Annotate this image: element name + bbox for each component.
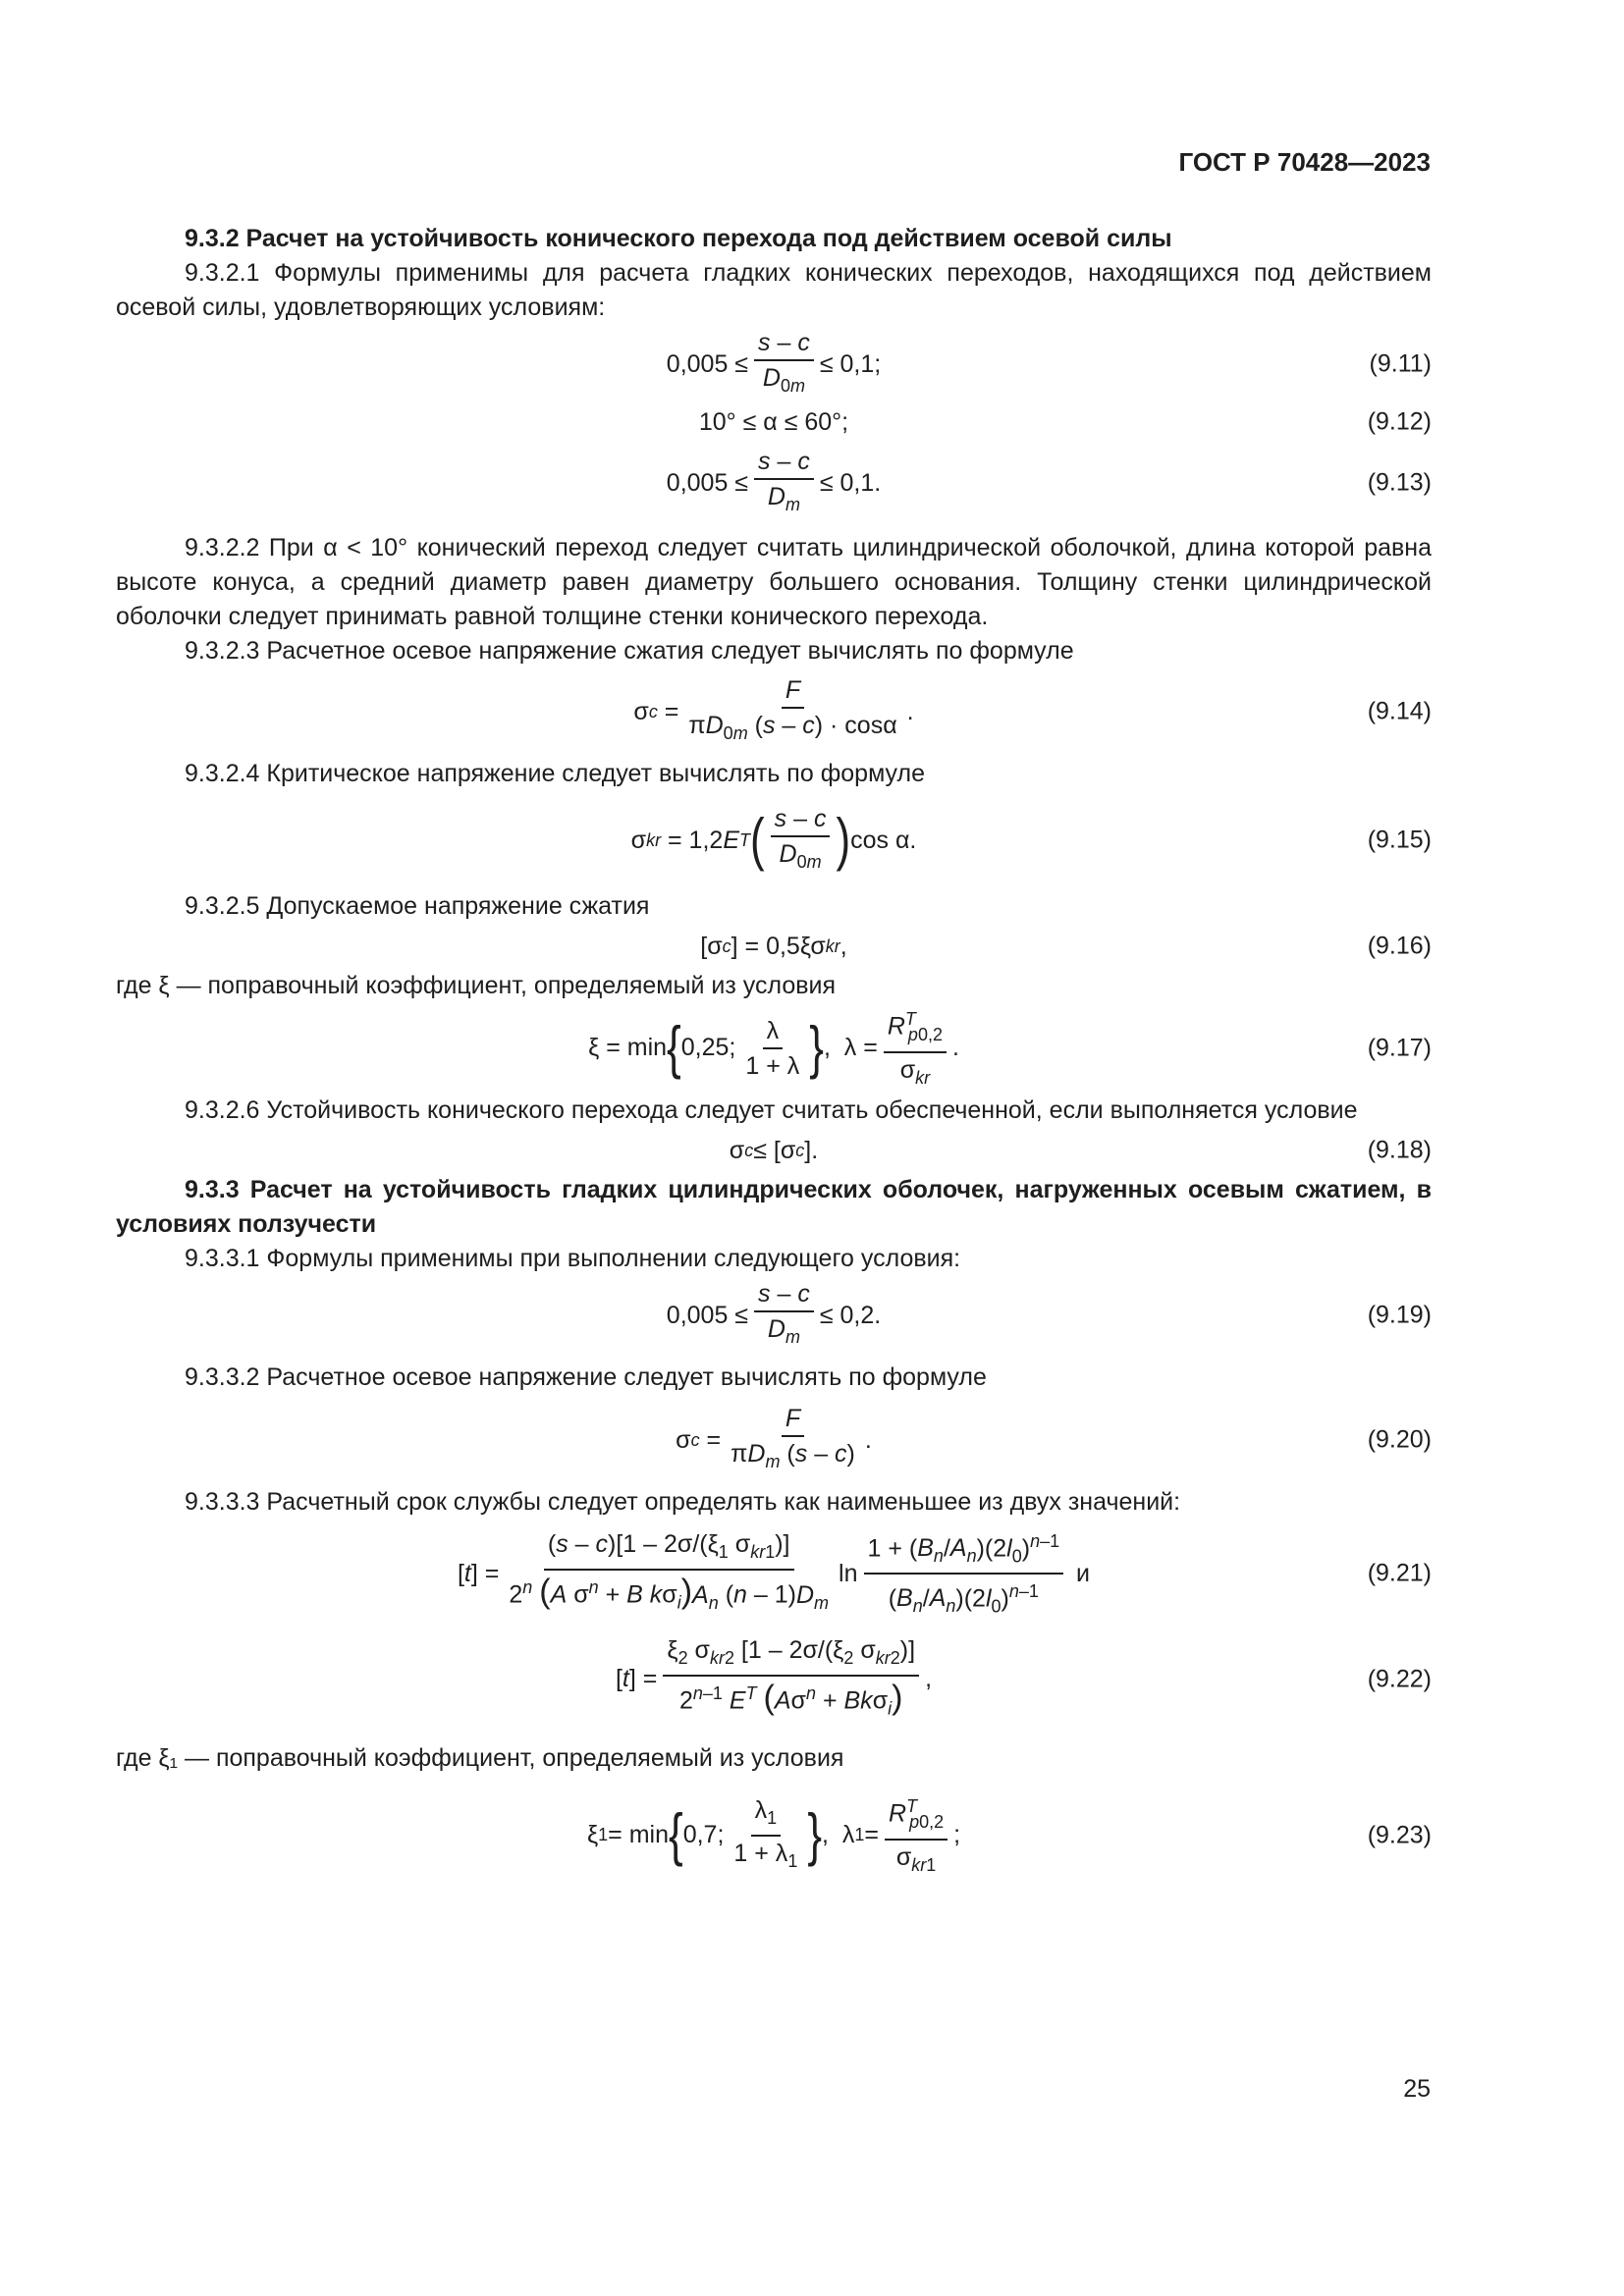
equation-9-13: 0,005 ≤ $\frac{s - c}{D_m}$ ≤ 0,1. (9.13) bbox=[666, 448, 1432, 514]
equation-9-11: 0,005 ≤ $\frac{s - c}{D_{0m}}$ ≤ 0,1; (9.11) bbox=[666, 329, 1432, 396]
equation-9-20: σ c = $\frac{F}{\pi D_m (s - c)}$ . (9.20) bbox=[676, 1405, 1432, 1471]
equation-9-18: σ c ≤ [σ c ]. (9.18) bbox=[729, 1136, 1432, 1164]
equation-9-22: [ t ] = $\frac{\xi_2 \sigma_{kr2} [1 - 2\sigma/(\xi_2 \sigma_{kr2})]}{2^{n-1} E^T (A\sigma^n + Bk\sigma_i)}$ , (9.22) bbox=[615, 1636, 1432, 1719]
paragraph-9-3-2-3: 9.3.2.3 Расчетное осевое напряжение сжатия следует вычислять по формуле bbox=[185, 637, 1074, 665]
paragraph-9-3-2-2: 9.3.2.2 При α < 10° конический переход следует считать цилиндрической оболочкой, длина которой равна высоте конуса, а средний диаметр равен диаметру большего основания. Толщину стенки цилиндрической оболочки следует принимать равной толщине стенки конического перехода. bbox=[116, 534, 1432, 630]
equation-9-15: σ kr = 1,2 E T ( $\frac{s - c}{D_{0m}}$ ) cos α. (9.15) bbox=[630, 805, 1432, 873]
equation-9-17: ξ = min { 0,25; $\frac{\lambda}{1 + \lambda}$ } , λ = $\frac{R^T_{p0,2}}{\sigma_{kr}}$ . (9.17) bbox=[116, 1003, 1432, 1094]
equation-number: (9.23) bbox=[1367, 1821, 1432, 1849]
page-number: 25 bbox=[1403, 2075, 1431, 2103]
equation-number: (9.20) bbox=[1367, 1425, 1432, 1454]
equation-number: (9.11) bbox=[1369, 349, 1432, 378]
equation-number: (9.21) bbox=[1367, 1559, 1432, 1587]
equation-number: (9.22) bbox=[1367, 1665, 1432, 1693]
paragraph-9-3-3-1: 9.3.3.1 Формулы применимы при выполнении следующего условия: bbox=[185, 1245, 961, 1272]
equation-9-12: 10° ≤ α ≤ 60°; (9.12) bbox=[698, 407, 1432, 436]
paragraph-9-3-2-5: 9.3.2.5 Допускаемое напряжение сжатия bbox=[185, 892, 650, 920]
equation-9-19: 0,005 ≤ $\frac{s - c}{D_m}$ ≤ 0,2. (9.19) bbox=[666, 1280, 1432, 1347]
paragraph-9-3-2-1: 9.3.2.1 Формулы применимы для расчета гладких конических переходов, находящихся под действием осевой силы, удовлетворяющих условиям: bbox=[116, 259, 1432, 321]
equation-number: (9.14) bbox=[1367, 697, 1432, 725]
equation-9-21: [ t ] = $\frac{(s - c)[1 - 2\sigma/(\xi_1 \sigma_{kr1})]}{2^n (A \sigma^n + B k\sigma_i)A_n (n - 1)D_m}$ ln $\frac{1 + (B_n/A_n)(2l_0)^{n-1}}{(B_n/A_n)(2l_0)^{n-1}}$ и (9.21) bbox=[116, 1520, 1432, 1628]
equation-number: (9.15) bbox=[1367, 826, 1432, 854]
equation-number: (9.17) bbox=[1367, 1034, 1432, 1062]
paragraph-xi-definition: где ξ — поправочный коэффициент, определяемый из условия bbox=[116, 972, 837, 999]
equation-9-16: [σ c ] = 0,5ξσ kr , (9.16) bbox=[700, 932, 1432, 960]
paragraph-9-3-2-6: 9.3.2.6 Устойчивость конического перехода следует считать обеспеченной, если выполняется условие bbox=[185, 1096, 1358, 1124]
equation-number: (9.18) bbox=[1367, 1136, 1432, 1164]
paragraph-xi1-definition: где ξ₁ — поправочный коэффициент, определяемый из условия bbox=[116, 1744, 844, 1772]
equation-number: (9.19) bbox=[1367, 1301, 1432, 1329]
paragraph-9-3-3-2: 9.3.3.2 Расчетное осевое напряжение следует вычислять по формуле bbox=[185, 1363, 987, 1391]
section-heading-9-3-3: 9.3.3 Расчет на устойчивость гладких цилиндрических оболочек, нагруженных осевым сжатием, в условиях ползучести bbox=[116, 1176, 1432, 1238]
equation-number: (9.16) bbox=[1367, 932, 1432, 960]
equation-9-14: σ c = $\frac{F}{\pi D_{0m} (s - c) \cdot \cos\alpha}$ . (9.14) bbox=[633, 676, 1432, 743]
paragraph-9-3-2-4: 9.3.2.4 Критическое напряжение следует вычислять по формуле bbox=[185, 760, 925, 787]
section-heading-9-3-2: 9.3.2 Расчет на устойчивость конического перехода под действием осевой силы bbox=[185, 225, 1172, 252]
equation-number: (9.12) bbox=[1367, 407, 1432, 436]
equation-9-23: ξ 1 = min { 0,7; $\frac{\lambda_1}{1 + \lambda_1}$ } , λ 1 = $\frac{R^T_{p0,2}}{\sigma_{kr1}}$ ; (9.23) bbox=[116, 1782, 1432, 1890]
page-content bbox=[116, 222, 1432, 1890]
document-header: ГОСТ Р 70428—2023 bbox=[1178, 147, 1431, 177]
paragraph-9-3-3-3: 9.3.3.3 Расчетный срок службы следует определять как наименьшее из двух значений: bbox=[185, 1488, 1181, 1516]
equation-number: (9.13) bbox=[1367, 468, 1432, 497]
